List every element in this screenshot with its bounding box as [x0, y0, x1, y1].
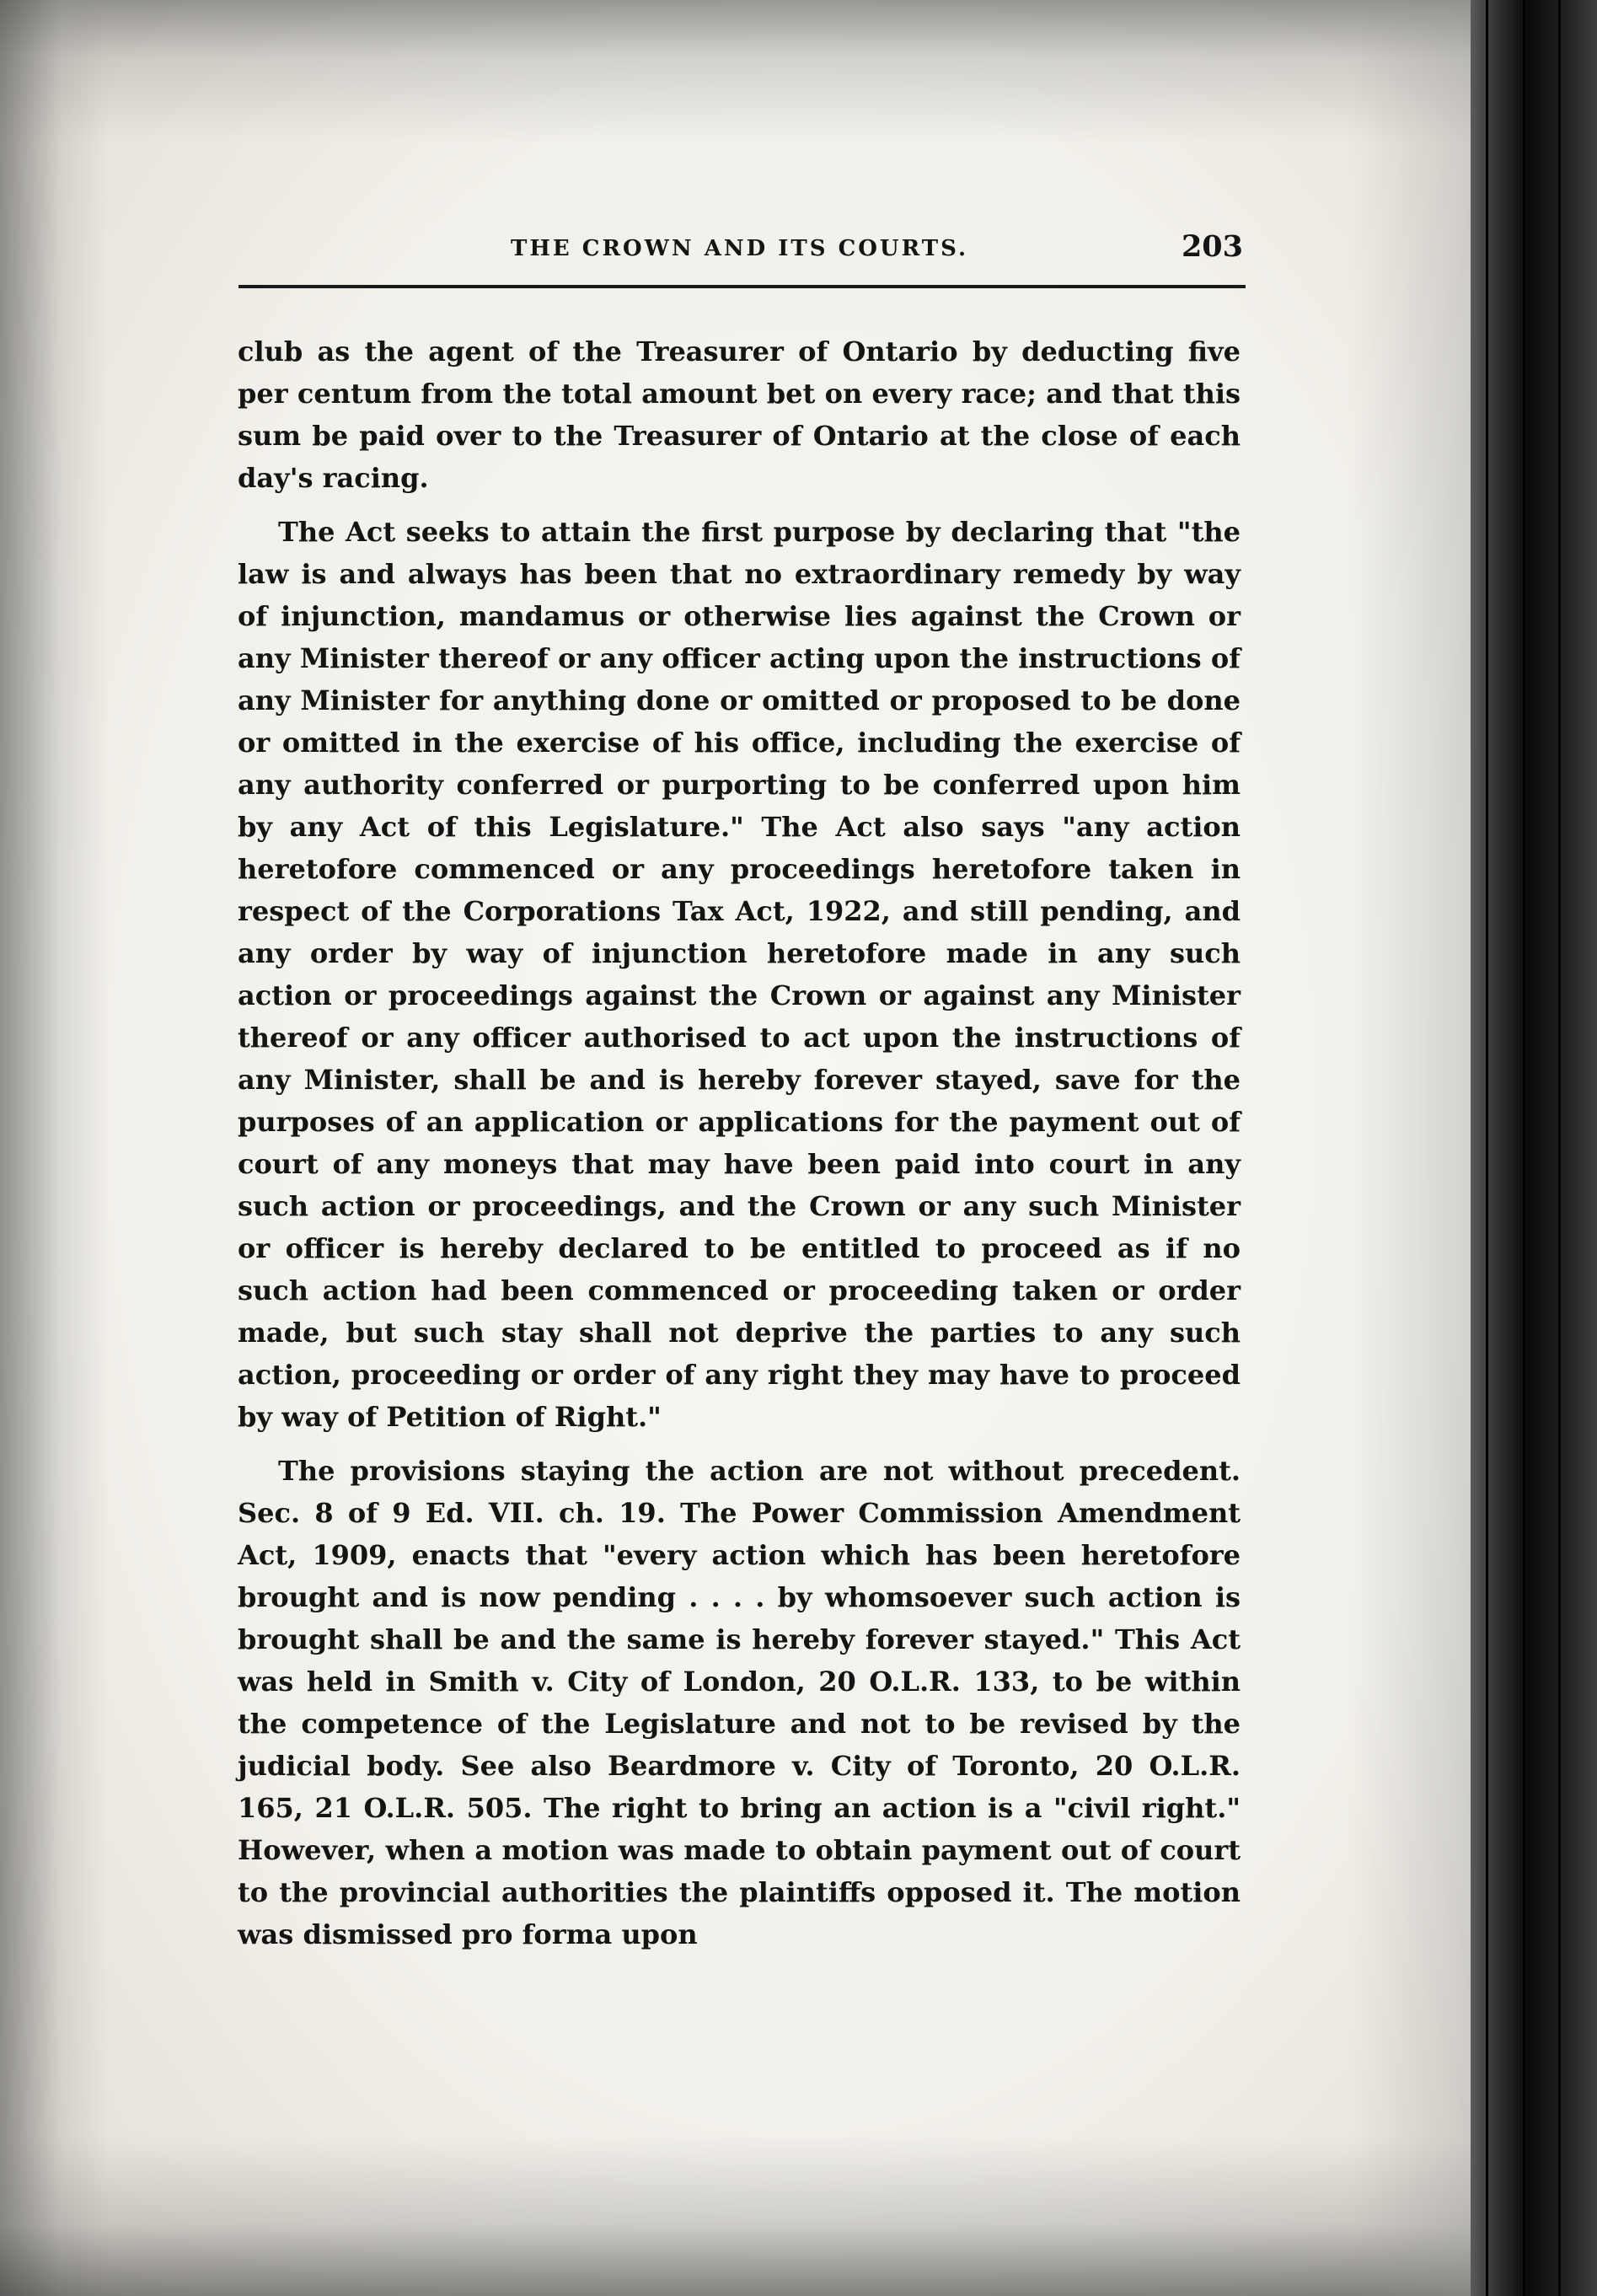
running-title: THE CROWN AND ITS COURTS. — [510, 236, 969, 261]
running-head — [236, 229, 1243, 275]
scan-shadow-right — [1348, 0, 1475, 2296]
spine-line — [1486, 0, 1488, 2296]
paragraph: The Act seeks to attain the first purpose by declaring that "the law is and always has been that no extraordinary remedy by way of injunction, mandamus or otherwise lies against the Crown or any Minister thereof or any officer acting upon the instructions of any Minister for anything done or omitted or proposed to be done or omitted in the exercise of his office, including the exercise of any authority conferred or purporting to be conferred upon him by any Act of this Legislature." The Act also says "any action heretofore commenced or any proceedings heretofore taken in respect of the Corporations Tax Act, 1922, and still pending, and any order by way of injunction heretofore made in any such action or proceedings against the Crown or against any Minister thereof or any officer authorised to act upon the instructions of any Minister, shall be and is hereby forever stayed, save for the purposes of an application or applications for the payment out of court of any moneys that may have been paid into court in any such action or proceedings, and the Crown or any such Minister or officer is hereby declared to be entitled to proceed as if no such action had been commenced or proceeding taken or order made, but such stay shall not deprive the parties to any such action, proceeding or order of any right they may have to proceed by way of Petition of Right." — [238, 516, 1241, 1433]
spine-line — [1558, 0, 1561, 2296]
header-rule — [238, 285, 1246, 288]
body-text — [238, 330, 1241, 1955]
page-number: 203 — [1181, 229, 1243, 264]
spine-line — [1523, 0, 1525, 2296]
book-binding-edge — [1471, 0, 1597, 2296]
paragraph: The provisions staying the action are not without precedent. Sec. 8 of 9 Ed. VII. ch. 19. The Power Commission Amendment Act, 1909, enacts that "every action which has been heretofore brought and is now pending . . . . by whomsoever such action is brought shall be and the same is hereby forever stayed." This Act was held in Smith v. City of London, 20 O.L.R. 133, to be within the competence of the Legislature and not to be revised by the judicial body. See also Beardmore v. City of Toronto, 20 O.L.R. 165, 21 O.L.R. 505. The right to bring an action is a "civil right." However, when a motion was made to obtain payment out of court to the provincial authorities the plaintiffs opposed it. The motion was dismissed pro forma upon — [238, 1455, 1241, 1950]
paragraph-continued: club as the agent of the Treasurer of Ontario by deducting five per centum from the total amount bet on every race; and that this sum be paid over to the Treasurer of Ontario at the close of each day's racing. — [238, 335, 1241, 494]
scan-shadow-left — [0, 0, 110, 2296]
